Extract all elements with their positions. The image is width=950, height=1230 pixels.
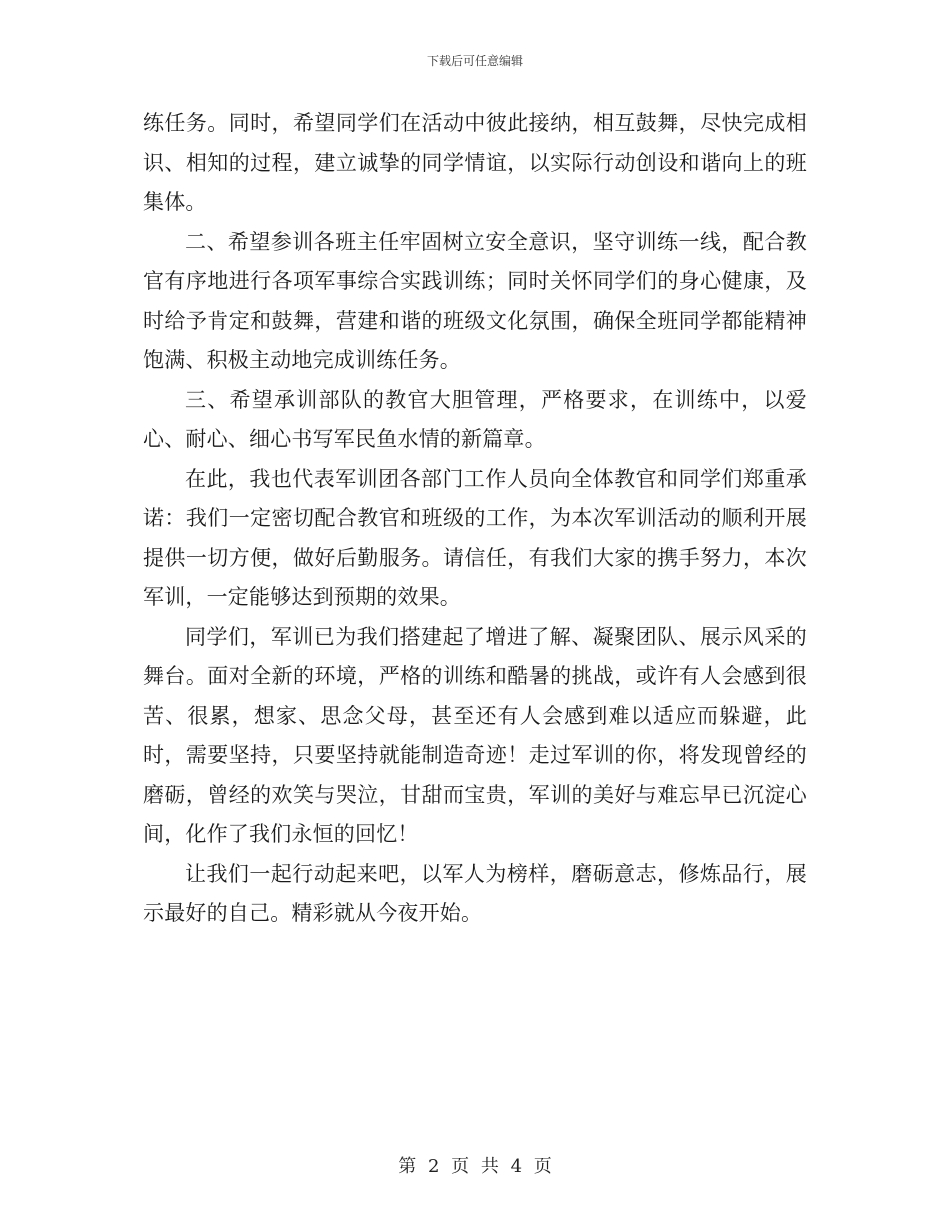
header-note: 下载后可任意编辑	[426, 54, 523, 68]
paragraph-point-three: 三、希望承训部队的教官大胆管理，严格要求，在训练中，以爱心、耐心、细心书写军民鱼水情的新篇章。	[143, 387, 807, 451]
paragraph-closing: 让我们一起行动起来吧，以军人为榜样，磨砺意志，修炼品行，展示最好的自己。精彩就从今夜开始。	[143, 861, 807, 925]
page-number-footer: 第 2 页 共 4 页	[398, 1156, 552, 1177]
paragraph-continuation: 练任务。同时，希望同学们在活动中彼此接纳，相互鼓舞，尽快完成相识、相知的过程，建立诚挚的同学情谊，以实际行动创设和谐向上的班集体。	[143, 111, 807, 214]
paragraph-students: 同学们，军训已为我们搭建起了增进了解、凝聚团队、展示风采的舞台。面对全新的环境，严格的训练和酷暑的挑战，或许有人会感到很苦、很累，想家、思念父母，甚至还有人会感到难以适应而躲避，此时，需要坚持，只要坚持就能制造奇迹！走过军训的你，将发现曾经的磨砺，曾经的欢笑与哭泣，甘甜而宝贵，军训的美好与难忘早已沉淀心间，化作了我们永恒的回忆！	[143, 624, 807, 846]
paragraph-promise: 在此，我也代表军训团各部门工作人员向全体教官和同学们郑重承诺：我们一定密切配合教官和班级的工作，为本次军训活动的顺利开展提供一切方便，做好后勤服务。请信任，有我们大家的携手努力，本次军训，一定能够达到预期的效果。	[143, 466, 807, 609]
document-body	[143, 104, 807, 934]
paragraph-point-two: 二、希望参训各班主任牢固树立安全意识，坚守训练一线，配合教官有序地进行各项军事综合实践训练；同时关怀同学们的身心健康，及时给予肯定和鼓舞，营建和谐的班级文化氛围，确保全班同学都能精神饱满、积极主动地完成训练任务。	[143, 229, 807, 372]
